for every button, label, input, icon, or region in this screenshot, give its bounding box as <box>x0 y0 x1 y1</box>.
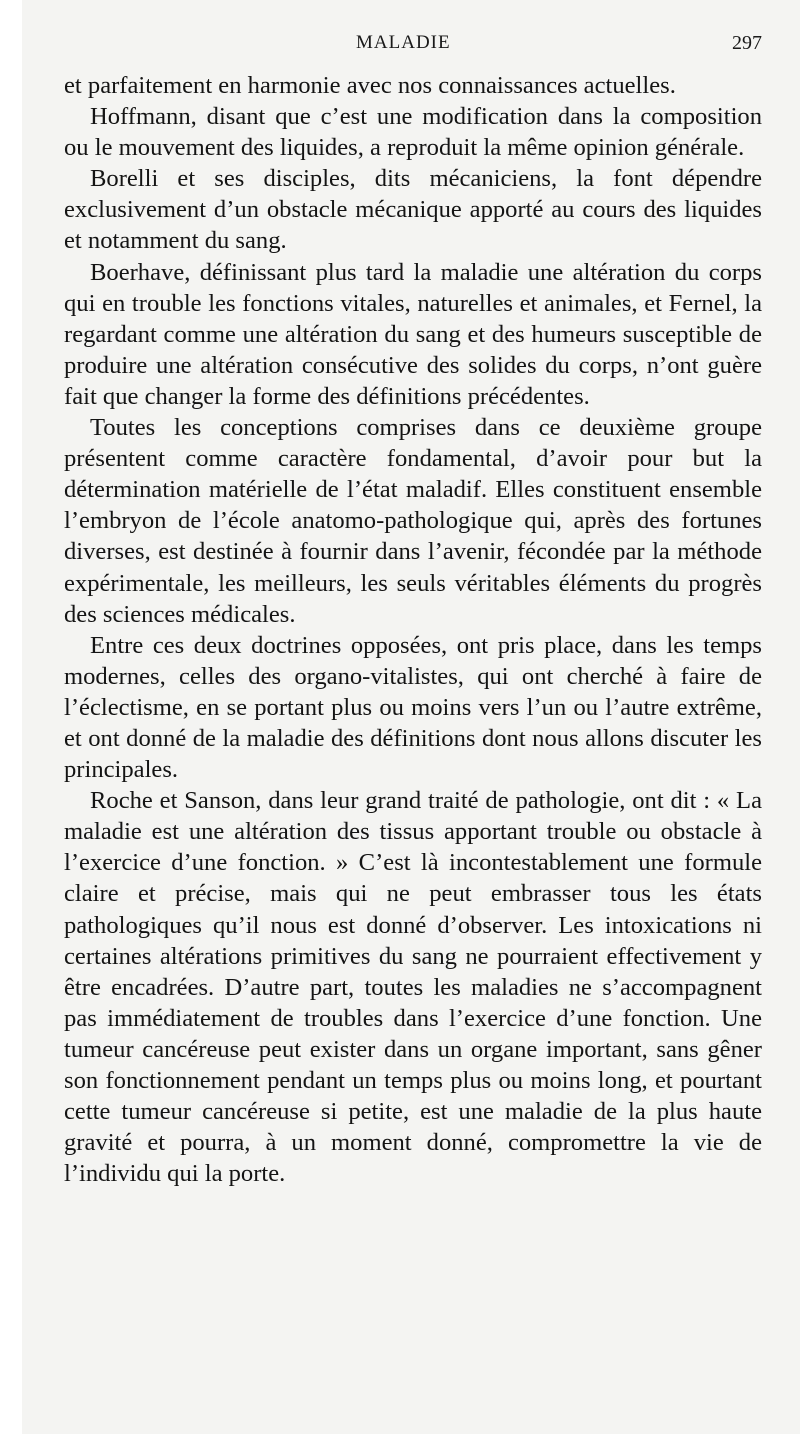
running-title: MALADIE <box>356 32 451 53</box>
paragraph-conceptions: Toutes les conceptions comprises dans ce deuxième groupe présentent comme caractère fondamental, d’avoir pour but la détermination matérielle de l’état maladif. Elles constituent ensemble l’embryon de l’école anatomo-pathologique qui, après des fortunes diverses, est destinée à fournir dans l’avenir, fécondée par la méthode expérimentale, les meilleurs, les seuls véritables éléments du progrès des sciences médicales. <box>64 414 762 628</box>
paragraph-roche-sanson: Roche et Sanson, dans leur grand traité de pathologie, ont dit : « La maladie est une altération des tissus apportant trouble ou obstacle à l’exercice d’une fonction. » C’est là incontestablement une formule claire et précise, mais qui ne peut embrasser tous les états pathologiques qu’il nous est donné d’observer. Les intoxications ni certaines altérations primitives du sang ne pourraient effectivement y être encadrées. D’autre part, toutes les maladies ne s’accompagnent pas immédiatement de troubles dans l’exercice d’une fonction. Une tumeur cancéreuse peut exister dans un organe important, sans gêner son fonctionnement pendant un temps plus ou moins long, et pourtant cette tumeur cancéreuse si petite, est une maladie de la plus haute gravité et pourra, à un moment donné, compromettre la vie de l’individu qui la porte. <box>64 787 762 1188</box>
paragraph-organo-vitalistes: Entre ces deux doctrines opposées, ont pris place, dans les temps modernes, celles des organo-vitalistes, qui ont cherché à faire de l’éclectisme, en se portant plus ou moins vers l’un ou l’autre extrême, et ont donné de la maladie des définitions dont nous allons discuter les principales. <box>64 631 762 784</box>
paragraph-continuation: et parfaitement en harmonie avec nos connaissances actuelles. <box>64 72 676 99</box>
body-text <box>64 70 762 1189</box>
running-header <box>22 32 800 58</box>
paragraph-hoffmann: Hoffmann, disant que c’est une modification dans la composition ou le mouvement des liquides, a reproduit la même opinion générale. <box>64 103 762 162</box>
paragraph-borelli: Borelli et ses disciples, dits mécaniciens, la font dépendre exclusivement d’un obstacle mécanique apporté au cours des liquides et notamment du sang. <box>64 165 762 255</box>
page-number: 297 <box>732 32 762 54</box>
paragraph-boerhave: Boerhave, définissant plus tard la maladie une altération du corps qui en trouble les fonctions vitales, naturelles et animales, et Fernel, la regardant comme une altération du sang et des humeurs susceptible de produire une altération consécutive des solides du corps, n’ont guère fait que changer la forme des définitions précédentes. <box>64 258 762 410</box>
